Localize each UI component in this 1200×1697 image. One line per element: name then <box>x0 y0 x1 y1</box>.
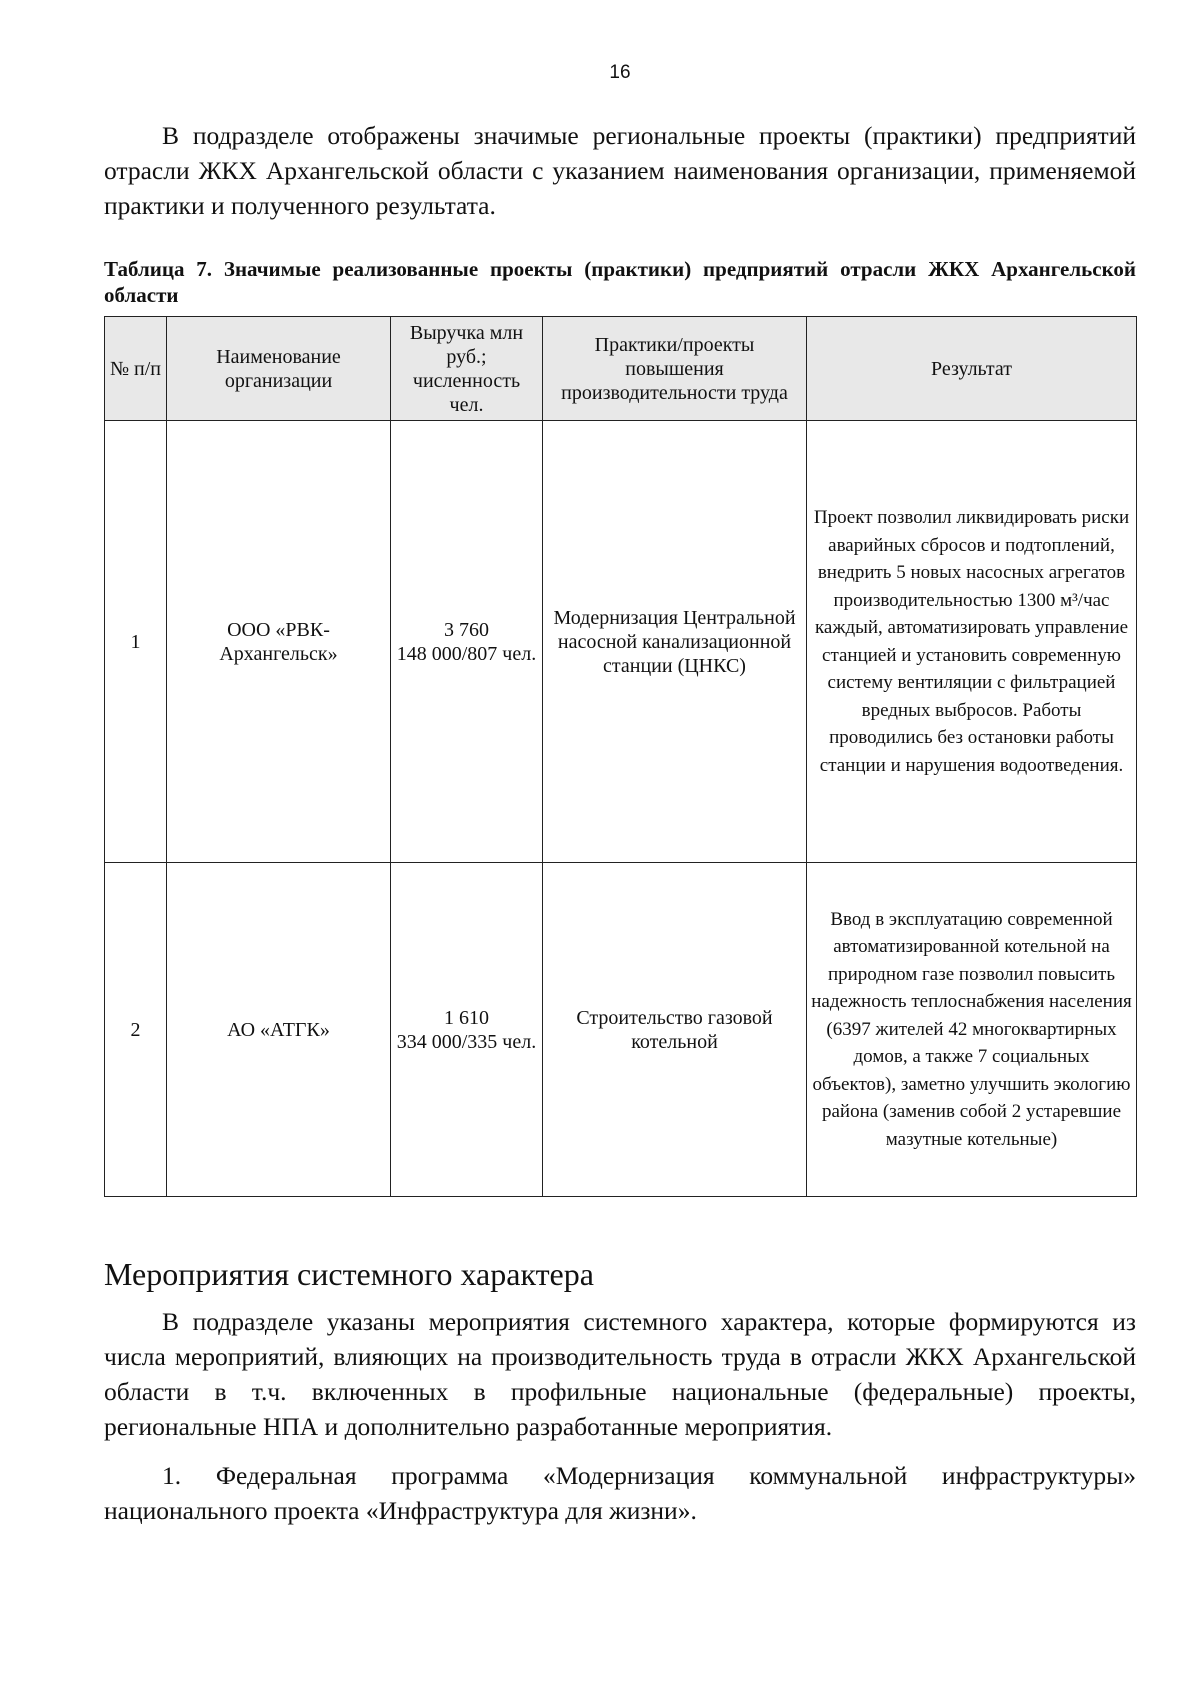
row-number: 2 <box>105 863 167 1197</box>
section-paragraph: В подразделе указаны мероприятия системного характера, которые формируются из числа мероприятий, влияющих на производительность труда в отрасли ЖКХ Архангельской области в т.ч. включенных в профильные национальные (федеральные) проекты, региональные НПА и дополнительно разработанные мероприятия. <box>104 1307 1136 1441</box>
practice-cell: Строительство газовой котельной <box>543 863 807 1197</box>
table-caption: Таблица 7. Значимые реализованные проекты (практики) предприятий отрасли ЖКХ Архангельской области <box>104 257 1136 307</box>
practice-cell: Модернизация Центральной насосной канализационной станции (ЦНКС) <box>543 421 807 863</box>
page-number: 16 <box>609 62 631 83</box>
header-number: № п/п <box>105 317 167 421</box>
organization-name: АО «АТГК» <box>167 863 391 1197</box>
revenue-staff-cell <box>391 863 543 1197</box>
table-header-row <box>105 317 1137 421</box>
list-item: 1. Федеральная программа «Модернизация коммунальной инфраструктуры» национального проекта «Инфраструктура для жизни». <box>104 1461 1136 1525</box>
revenue-value: 3 760 <box>444 618 489 641</box>
staff-value: 148 000/807 чел. <box>396 642 537 665</box>
result-cell: Ввод в эксплуатацию современной автоматизированной котельной на природном газе позволил повысить надежность теплоснабжения населения (6397 жителей 42 многоквартирных домов, а также 7 социальных объектов), заметно улучшить экологию района (заменив собой 2 устаревшие мазутные котельные) <box>807 863 1137 1197</box>
table-row <box>105 421 1137 863</box>
result-cell: Проект позволил ликвидировать риски аварийных сбросов и подтоплений, внедрить 5 новых насосных агрегатов производительностью 1300 м³/час каждый, автоматизировать управление станцией и установить современную систему вентиляции с фильтрацией вредных выбросов. Работы проводились без остановки работы станции и нарушения водоотведения. <box>807 421 1137 863</box>
header-practice: Практики/проекты повышения производительности труда <box>543 317 807 421</box>
revenue-value: 1 610 <box>444 1006 489 1029</box>
header-organization: Наименование организации <box>167 317 391 421</box>
header-result: Результат <box>807 317 1137 421</box>
row-number: 1 <box>105 421 167 863</box>
section-heading: Мероприятия системного характера <box>104 1256 594 1292</box>
revenue-staff-cell <box>391 421 543 863</box>
staff-value: 334 000/335 чел. <box>396 1030 537 1053</box>
header-revenue-staff: Выручка млн руб.; численность чел. <box>391 317 543 421</box>
table-row <box>105 863 1137 1197</box>
intro-paragraph: В подразделе отображены значимые региональные проекты (практики) предприятий отрасли ЖКХ Архангельской области с указанием наименования организации, применяемой практики и полученного результата. <box>104 121 1136 220</box>
projects-table <box>104 316 1137 1197</box>
organization-name: ООО «РВК-Архангельск» <box>167 421 391 863</box>
